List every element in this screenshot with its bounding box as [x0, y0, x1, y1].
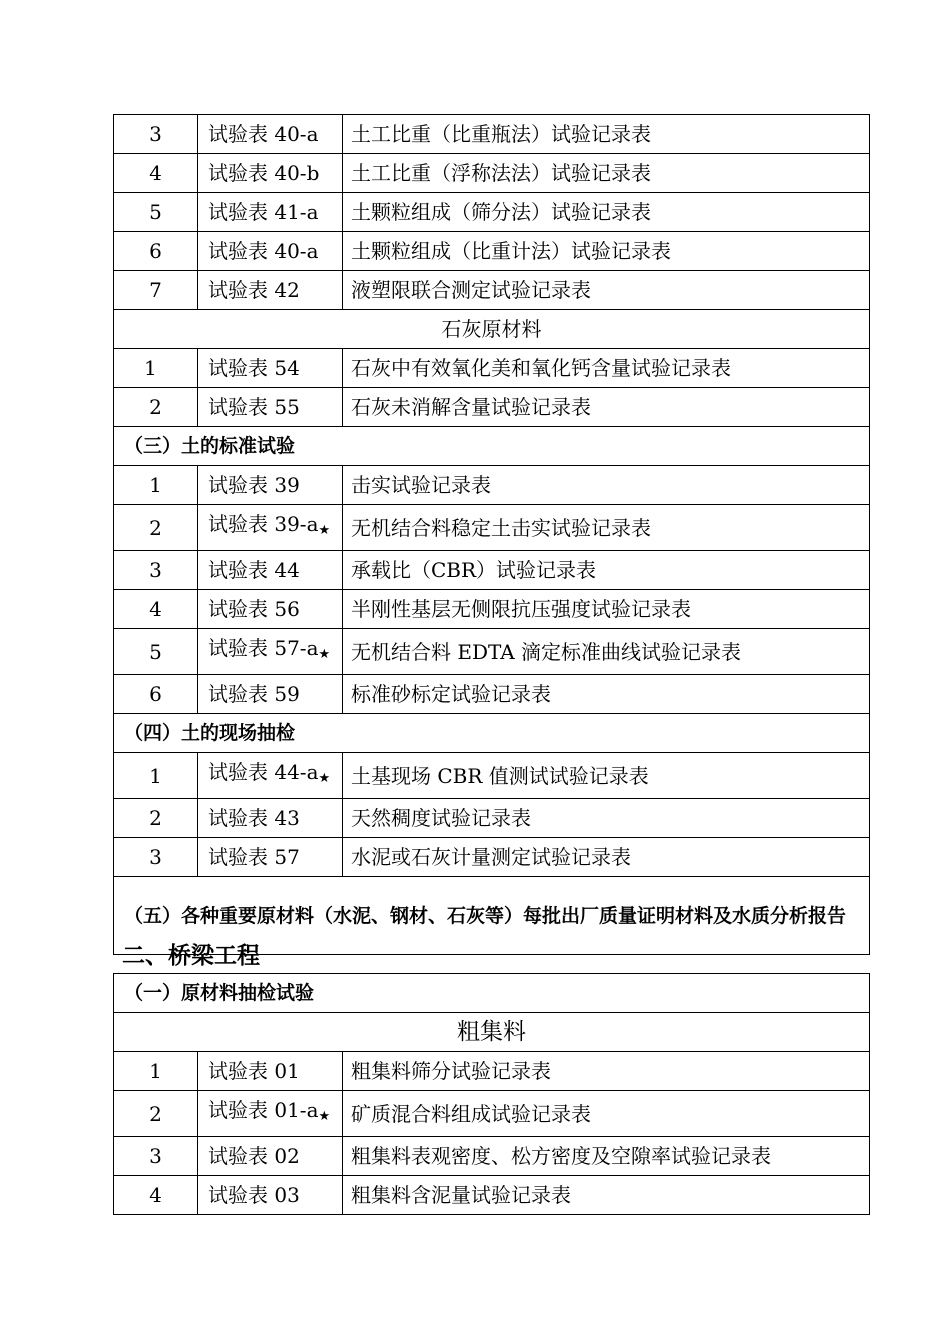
- table-row: [114, 1176, 870, 1215]
- form-name: 土基现场 CBR 值测试试验记录表: [343, 753, 870, 799]
- table-row: [114, 590, 870, 629]
- subsection-row: [114, 1013, 870, 1052]
- row-number: 3: [114, 551, 198, 590]
- form-name: 承载比（CBR）试验记录表: [343, 551, 870, 590]
- table-row: [114, 271, 870, 310]
- section-row: [114, 974, 870, 1013]
- table-row: [114, 388, 870, 427]
- form-code: 试验表 40-a: [198, 115, 343, 154]
- chapter-heading-bridge: 二、桥梁工程: [122, 943, 260, 969]
- table-row: [114, 1052, 870, 1091]
- row-number: 2: [114, 799, 198, 838]
- table-row: [114, 466, 870, 505]
- form-name: 无机结合料稳定土击实试验记录表: [343, 505, 870, 551]
- form-code: 试验表 40-b: [198, 154, 343, 193]
- coarse-aggregate-header: 粗集料: [114, 1013, 870, 1052]
- table-row: [114, 799, 870, 838]
- star-icon: ★: [318, 647, 331, 662]
- table-row: [114, 154, 870, 193]
- table-row: [114, 1091, 870, 1137]
- form-name: 液塑限联合测定试验记录表: [343, 271, 870, 310]
- row-number: 7: [114, 271, 198, 310]
- form-code: 试验表 40-a: [198, 232, 343, 271]
- row-number: 4: [114, 154, 198, 193]
- form-code: 试验表 55: [198, 388, 343, 427]
- form-code: 试验表 03: [198, 1176, 343, 1215]
- table-row: [114, 753, 870, 799]
- table-row: [114, 551, 870, 590]
- form-name: 土颗粒组成（筛分法）试验记录表: [343, 193, 870, 232]
- form-code: 试验表 44: [198, 551, 343, 590]
- row-number: 5: [114, 193, 198, 232]
- form-name: 天然稠度试验记录表: [343, 799, 870, 838]
- form-name: 粗集料表观密度、松方密度及空隙率试验记录表: [343, 1137, 870, 1176]
- test-record-table-road: [113, 114, 870, 955]
- form-name: 土颗粒组成（比重计法）试验记录表: [343, 232, 870, 271]
- form-code: 试验表 43: [198, 799, 343, 838]
- form-code: 试验表 44-a★: [198, 753, 343, 799]
- table-row: [114, 505, 870, 551]
- form-name: 矿质混合料组成试验记录表: [343, 1091, 870, 1137]
- star-icon: ★: [318, 771, 331, 786]
- form-code: 试验表 41-a: [198, 193, 343, 232]
- form-code: 试验表 01-a★: [198, 1091, 343, 1137]
- table-row: [114, 838, 870, 877]
- table-row: [114, 115, 870, 154]
- form-name: 石灰未消解含量试验记录表: [343, 388, 870, 427]
- form-code: 试验表 56: [198, 590, 343, 629]
- test-record-table-bridge: [113, 973, 870, 1215]
- form-name: 击实试验记录表: [343, 466, 870, 505]
- form-code: 试验表 59: [198, 675, 343, 714]
- section-title-field-inspection: （四）土的现场抽检: [114, 714, 870, 753]
- form-code: 试验表 39: [198, 466, 343, 505]
- section-title-standard-tests: （三）土的标准试验: [114, 427, 870, 466]
- section-row: [114, 714, 870, 753]
- form-code: 试验表 39-a★: [198, 505, 343, 551]
- lime-material-header: 石灰原材料: [114, 310, 870, 349]
- form-name: 石灰中有效氧化美和氧化钙含量试验记录表: [343, 349, 870, 388]
- form-name: 土工比重（浮称法法）试验记录表: [343, 154, 870, 193]
- form-code: 试验表 42: [198, 271, 343, 310]
- row-number: 4: [114, 590, 198, 629]
- section-row: [114, 427, 870, 466]
- row-number: 2: [114, 1091, 198, 1137]
- row-number: 1: [114, 466, 198, 505]
- form-code: 试验表 57: [198, 838, 343, 877]
- row-number: 3: [114, 838, 198, 877]
- form-name: 水泥或石灰计量测定试验记录表: [343, 838, 870, 877]
- row-number: 3: [114, 115, 198, 154]
- star-icon: ★: [318, 523, 331, 538]
- row-number: 2: [114, 388, 198, 427]
- row-number: 1: [114, 349, 198, 388]
- section-title-raw-material: （一）原材料抽检试验: [114, 974, 870, 1013]
- form-code: 试验表 02: [198, 1137, 343, 1176]
- form-name: 土工比重（比重瓶法）试验记录表: [343, 115, 870, 154]
- row-number: 4: [114, 1176, 198, 1215]
- form-name: 标准砂标定试验记录表: [343, 675, 870, 714]
- form-name: 无机结合料 EDTA 滴定标准曲线试验记录表: [343, 629, 870, 675]
- row-number: 6: [114, 675, 198, 714]
- form-code: 试验表 01: [198, 1052, 343, 1091]
- table-row: [114, 232, 870, 271]
- row-number: 1: [114, 1052, 198, 1091]
- subsection-row: [114, 310, 870, 349]
- row-number: 3: [114, 1137, 198, 1176]
- form-code: 试验表 54: [198, 349, 343, 388]
- form-code: 试验表 57-a★: [198, 629, 343, 675]
- table-row: [114, 1137, 870, 1176]
- row-number: 6: [114, 232, 198, 271]
- row-number: 2: [114, 505, 198, 551]
- row-number: 1: [114, 753, 198, 799]
- table-row: [114, 193, 870, 232]
- table-row: [114, 629, 870, 675]
- row-number: 5: [114, 629, 198, 675]
- table-row: [114, 349, 870, 388]
- section-title-quality-certificates: （五）各种重要原材料（水泥、钢材、石灰等）每批出厂质量证明材料及水质分析报告: [114, 877, 870, 955]
- table-row: [114, 675, 870, 714]
- star-icon: ★: [318, 1109, 331, 1124]
- form-name: 粗集料筛分试验记录表: [343, 1052, 870, 1091]
- form-name: 半刚性基层无侧限抗压强度试验记录表: [343, 590, 870, 629]
- form-name: 粗集料含泥量试验记录表: [343, 1176, 870, 1215]
